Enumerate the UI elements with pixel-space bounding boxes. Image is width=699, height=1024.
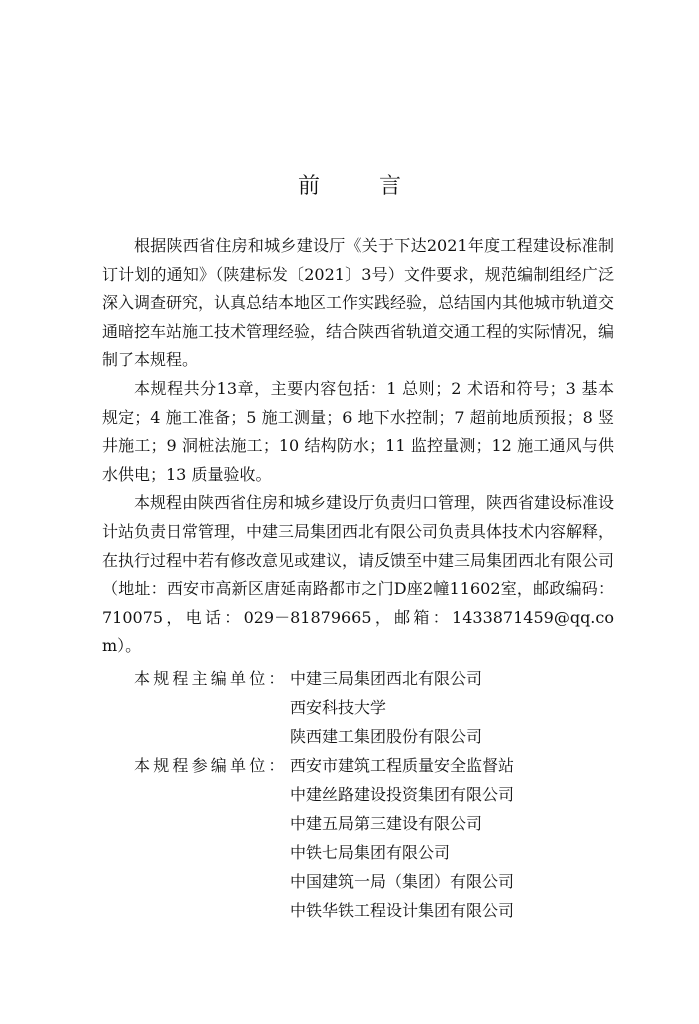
- chief-editor-unit: 陕西建工集团股份有限公司: [290, 727, 483, 746]
- chief-editor-row: [134, 693, 614, 722]
- label-spacer: [134, 693, 290, 722]
- chief-editors-label: 本规程主编单位：: [134, 669, 288, 688]
- participating-editor-row: [134, 867, 614, 896]
- preface-body: [102, 232, 614, 661]
- participating-editor-row: [134, 838, 614, 867]
- chief-editor-unit: 西安科技大学: [290, 698, 387, 717]
- participating-editor-row: [134, 780, 614, 809]
- label-spacer: [134, 809, 290, 838]
- participating-editor-unit: 西安市建筑工程质量安全监督站: [290, 756, 515, 775]
- paragraph-management: 本规程由陕西省住房和城乡建设厅负责归口管理，陕西省建设标准设计站负责日常管理，中建三局集团西北有限公司负责具体技术内容解释，在执行过程中若有修改意见或建议，请反馈至中建三局集团西北有限公司（地址：西安市高新区唐延南路都市之门D座2幢11602室，邮政编码：710075，电话：029－81879665，邮箱：1433871459@qq.com）。: [102, 493, 615, 656]
- participating-editor-unit: 中建丝路建设投资集团有限公司: [290, 785, 515, 804]
- participating-editors-label: 本规程参编单位：: [134, 756, 288, 775]
- label-spacer: [134, 867, 290, 896]
- chief-editor-row: [134, 722, 614, 751]
- participating-editor-unit: 中国建筑一局（集团）有限公司: [290, 872, 515, 891]
- label-spacer: [134, 780, 290, 809]
- chief-editor-row: [134, 664, 614, 693]
- participating-editor-unit: 中建五局第三建设有限公司: [290, 814, 483, 833]
- label-spacer: [134, 722, 290, 751]
- label-spacer: [134, 896, 290, 925]
- label-spacer: [134, 838, 290, 867]
- page-title: 前 言: [298, 174, 427, 199]
- paragraph-contents: 本规程共分13章，主要内容包括：1 总则；2 术语和符号；3 基本规定；4 施工准备；5 施工测量；6 地下水控制；7 超前地质预报；8 竖井施工；9 洞桩法施工；10 结构防水；11 监控量测；12 施工通风与供水供电；13 质量验收。: [102, 378, 614, 484]
- participating-editor-row: [134, 896, 614, 925]
- chief-editor-unit: 中建三局集团西北有限公司: [290, 669, 483, 688]
- participating-editor-unit: 中铁七局集团有限公司: [290, 843, 451, 862]
- paragraph-background: 根据陕西省住房和城乡建设厅《关于下达2021年度工程建设标准制订计划的通知》（陕建标发〔2021〕3号）文件要求，规范编制组经广泛深入调查研究，认真总结本地区工作实践经验，总结国内其他城市轨道交通暗挖车站施工技术管理经验，结合陕西省轨道交通工程的实际情况，编制了本规程。: [102, 236, 615, 370]
- participating-editor-unit: 中铁华铁工程设计集团有限公司: [290, 901, 515, 920]
- participating-editor-row: [134, 751, 614, 780]
- participating-editor-row: [134, 809, 614, 838]
- editor-units: [134, 664, 614, 925]
